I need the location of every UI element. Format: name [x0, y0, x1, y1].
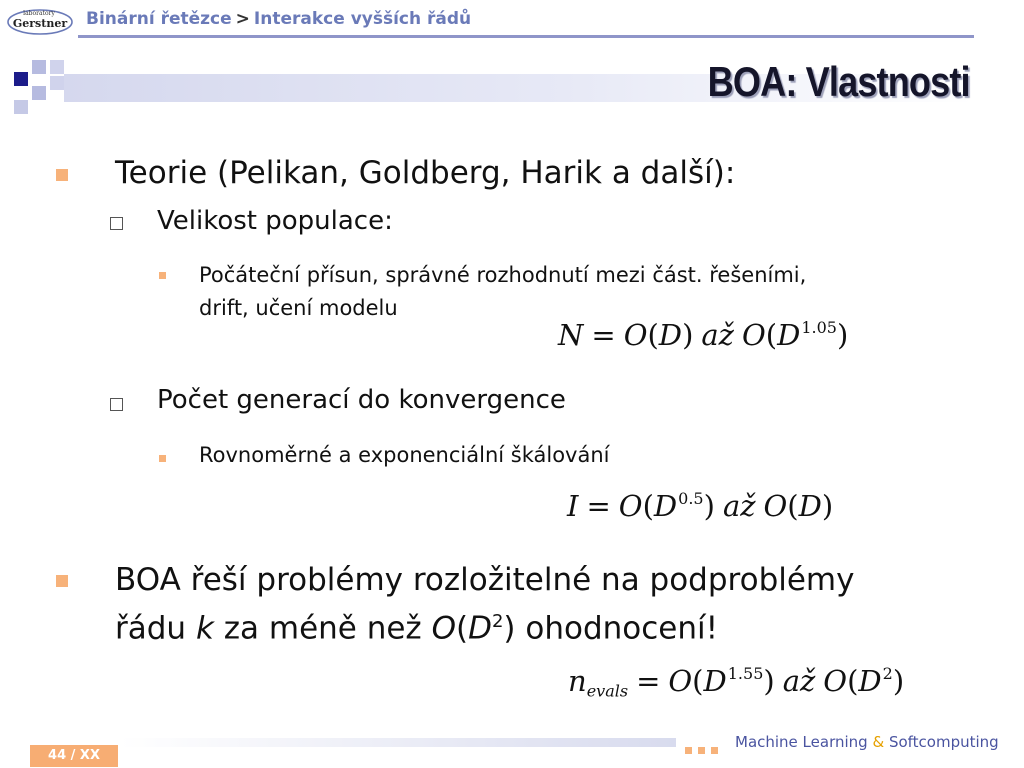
math-symbol: N: [558, 318, 584, 352]
footer-dots: [685, 739, 724, 758]
decorative-squares: [0, 60, 80, 116]
math-subscript: evals: [586, 681, 629, 701]
math-symbol: D: [798, 489, 822, 523]
sub-sub-bullet-text: [199, 259, 806, 325]
bullet-theory: Teorie (Pelikan, Goldberg, Harik a další):: [115, 155, 736, 191]
math-exponent: 2: [882, 664, 893, 683]
math-operator: =: [591, 318, 616, 352]
bullet-boa-claim: [115, 559, 854, 649]
math-exponent: 1.55: [727, 664, 764, 683]
math-symbol: D: [858, 664, 882, 698]
math-paren: (: [692, 664, 704, 698]
sub-sub-bullet: [159, 455, 166, 462]
formula-generations: [567, 489, 833, 523]
math-symbol: D: [703, 664, 727, 698]
math-symbol: D: [653, 489, 678, 523]
math-symbol: O: [668, 664, 693, 698]
logo-main-text: Gerstner: [12, 17, 68, 30]
breadcrumb: [86, 9, 471, 29]
math-paren: ): [836, 318, 849, 352]
footer-bar: [120, 738, 676, 747]
text-fragment: řádu: [115, 610, 187, 647]
math-operator: =: [636, 664, 661, 698]
math-symbol: I: [567, 489, 579, 523]
gerstner-logo: [6, 6, 74, 36]
sub-bullet-population-size: Velikost populace:: [157, 206, 393, 236]
math-symbol: O: [618, 489, 643, 523]
math-paren: (: [647, 318, 659, 352]
text-line: BOA řeší problémy rozložitelné na podproblémy: [115, 562, 855, 598]
sub-bullet-box: [110, 398, 123, 411]
header-rule: [78, 35, 974, 38]
text-line: [115, 601, 854, 649]
math-paren: (: [642, 489, 654, 523]
math-paren: ): [892, 664, 905, 698]
logo-small-text: laboratory: [23, 10, 55, 17]
math-word: až: [782, 664, 816, 698]
math-word: až: [722, 489, 756, 523]
math-paren: (: [765, 318, 778, 352]
math-paren: ): [703, 489, 715, 523]
text-line: Počáteční přísun, správné rozhodnutí mezi část. řešeními,: [199, 263, 807, 287]
sub-sub-bullet-scaling: Rovnoměrné a exponenciální škálování: [199, 443, 610, 467]
math-exponent: 1.05: [801, 318, 837, 337]
math-exponent: 2: [491, 611, 504, 632]
math-symbol: D: [658, 318, 683, 352]
breadcrumb-item-binary-strings[interactable]: Binární řetězce: [86, 9, 232, 29]
slide-title: BOA: Vlastnosti: [707, 58, 970, 105]
math-k: k: [195, 610, 214, 647]
formula-evaluations: [568, 664, 904, 701]
math-symbol: O: [823, 664, 848, 698]
math-paren: ): [682, 318, 694, 352]
text-line: drift, učení modelu: [199, 296, 398, 320]
bullet-square: [56, 169, 68, 181]
math-paren: ): [821, 489, 834, 523]
math-paren: ): [763, 664, 775, 698]
math-word: až: [701, 318, 734, 352]
math-exponent: 0.5: [678, 489, 704, 508]
footer-course-part1: Machine Learning: [735, 733, 868, 751]
footer-ampersand: &: [872, 733, 885, 751]
formula-population-size: [558, 318, 848, 352]
text-fragment: za méně než: [223, 610, 422, 647]
footer-course-part2: Softcomputing: [888, 733, 999, 751]
math-symbol: n: [568, 664, 587, 698]
math-d: D: [468, 610, 492, 647]
math-symbol: O: [623, 318, 648, 352]
math-paren: (: [455, 610, 469, 647]
math-symbol: O: [741, 318, 766, 352]
math-big-o: O: [431, 610, 456, 647]
math-symbol: D: [777, 318, 801, 352]
sub-bullet-generations: Počet generací do konvergence: [157, 385, 566, 415]
math-paren: (: [787, 489, 799, 523]
sub-bullet-box: [110, 217, 123, 230]
breadcrumb-item-higher-order[interactable]: Interakce vyšších řádů: [253, 9, 472, 29]
bullet-square: [56, 575, 68, 587]
math-paren: (: [847, 664, 859, 698]
text-fragment: ohodnocení!: [525, 610, 719, 647]
sub-sub-bullet: [159, 272, 166, 279]
breadcrumb-separator: >: [235, 9, 250, 29]
math-symbol: O: [763, 489, 788, 523]
math-operator: =: [586, 489, 611, 523]
math-paren: ): [503, 610, 516, 647]
page-number: 44 / XX: [30, 745, 118, 767]
footer-course: [735, 733, 999, 751]
